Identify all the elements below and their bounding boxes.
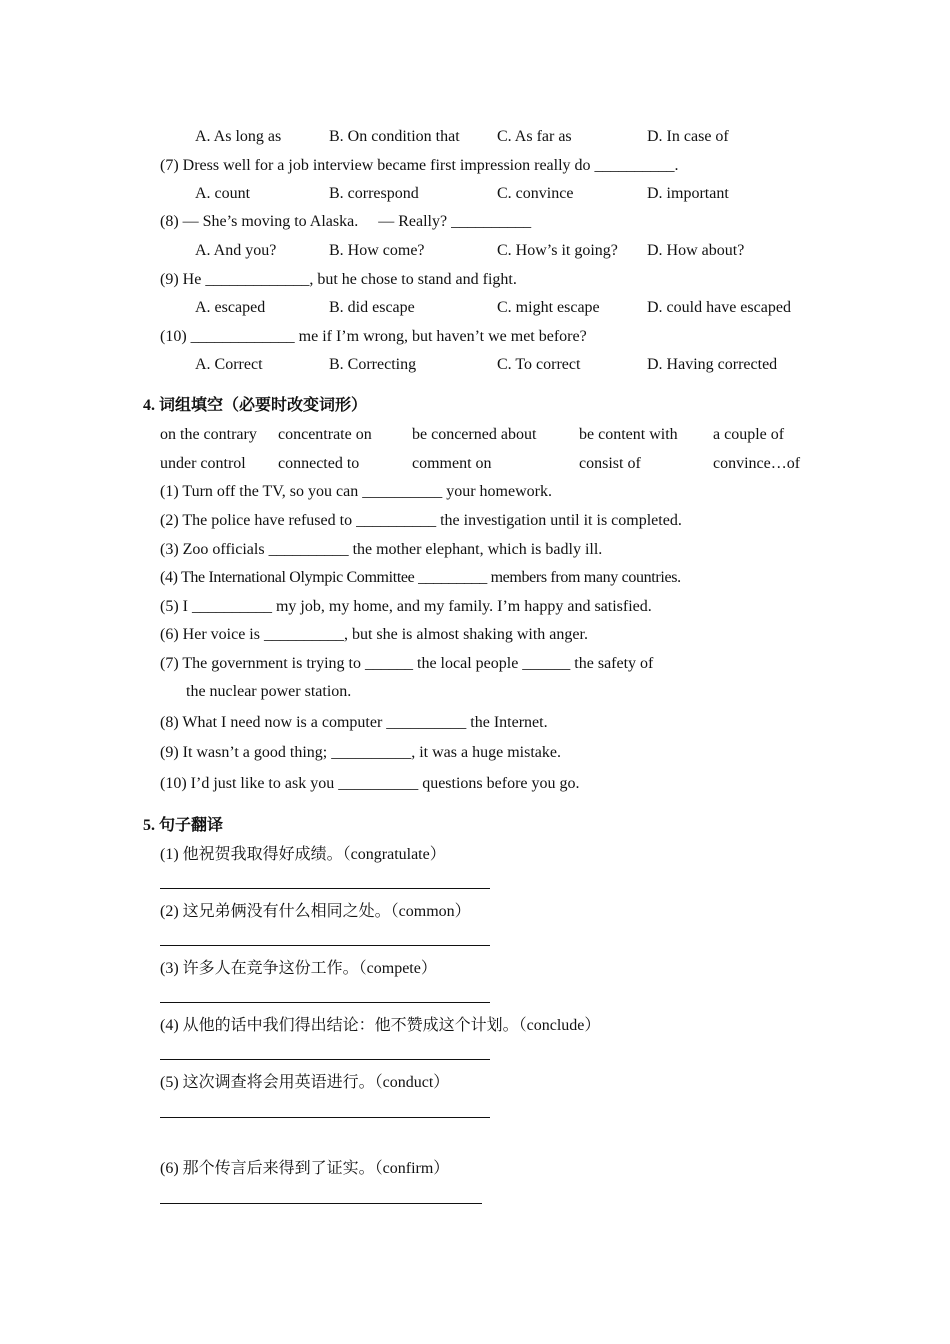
q7-option-d: D. important	[647, 185, 729, 202]
s4-item-6: (6) Her voice is __________, but she is almost shaking with anger.	[160, 626, 588, 643]
q6-option-a: A. As long as	[195, 128, 282, 145]
q10-option-a: A. Correct	[195, 356, 263, 373]
s5-item-1: (1) 他祝贺我取得好成绩。（congratulate）	[160, 846, 446, 863]
answer-line[interactable]	[160, 1203, 482, 1204]
s4-item-5: (5) I __________ my job, my home, and my family. I’m happy and satisfied.	[160, 598, 652, 615]
phrase-bank-item: a couple of	[713, 426, 785, 443]
phrase-bank-item: consist of	[579, 455, 641, 472]
q10-option-d: D. Having corrected	[647, 356, 778, 373]
q10-option-c: C. To correct	[497, 356, 581, 373]
s4-item-3: (3) Zoo officials __________ the mother elephant, which is badly ill.	[160, 541, 603, 558]
q8-option-a: A. And you?	[195, 242, 277, 259]
phrase-bank-item: be concerned about	[412, 426, 537, 443]
q6-option-d: D. In case of	[647, 128, 729, 145]
phrase-bank-item: comment on	[412, 455, 492, 472]
phrase-bank-item: concentrate on	[278, 426, 372, 443]
s5-item-3: (3) 许多人在竞争这份工作。（compete）	[160, 960, 437, 977]
s4-item-10: (10) I’d just like to ask you __________ questions before you go.	[160, 775, 580, 792]
q9-stem: (9) He _____________, but he chose to stand and fight.	[160, 271, 517, 288]
s5-item-5: (5) 这次调查将会用英语进行。（conduct）	[160, 1074, 450, 1091]
q6-option-c: C. As far as	[497, 128, 572, 145]
answer-line[interactable]	[160, 1117, 490, 1118]
s4-item-1: (1) Turn off the TV, so you can __________ your homework.	[160, 483, 552, 500]
phrase-bank-item: connected to	[278, 455, 360, 472]
s4-item-2: (2) The police have refused to __________ the investigation until it is completed.	[160, 512, 682, 529]
q8-option-b: B. How come?	[329, 242, 425, 259]
q9-option-b: B. did escape	[329, 299, 415, 316]
q7-stem: (7) Dress well for a job interview became first impression really do __________.	[160, 157, 679, 174]
answer-line[interactable]	[160, 888, 490, 889]
q9-option-a: A. escaped	[195, 299, 266, 316]
phrase-bank-item: be content with	[579, 426, 678, 443]
q10-stem: (10) _____________ me if I’m wrong, but haven’t we met before?	[160, 328, 587, 345]
q7-option-b: B. correspond	[329, 185, 419, 202]
answer-line[interactable]	[160, 945, 490, 946]
s4-item-7: (7) The government is trying to ______ the local people ______ the safety of	[160, 655, 654, 672]
q9-option-d: D. could have escaped	[647, 299, 791, 316]
phrase-bank-item: under control	[160, 455, 246, 472]
q7-option-a: A. count	[195, 185, 251, 202]
answer-line[interactable]	[160, 1002, 490, 1003]
q9-option-c: C. might escape	[497, 299, 600, 316]
section4-title: 4. 词组填空（必要时改变词形）	[143, 397, 368, 414]
q8-option-c: C. How’s it going?	[497, 242, 618, 259]
s4-item-8: (8) What I need now is a computer __________ the Internet.	[160, 714, 548, 731]
q8-option-d: D. How about?	[647, 242, 745, 259]
answer-line[interactable]	[160, 1059, 490, 1060]
phrase-bank-item: on the contrary	[160, 426, 257, 443]
s5-item-4: (4) 从他的话中我们得出结论：他不赞成这个计划。（conclude）	[160, 1017, 601, 1034]
s4-item-4: (4) The International Olympic Committee _________ members from many countries.	[160, 569, 681, 586]
section5-title: 5. 句子翻译	[143, 817, 224, 834]
q10-option-b: B. Correcting	[329, 356, 417, 373]
s4-item-7-continued: the nuclear power station.	[186, 683, 352, 700]
s4-item-9: (9) It wasn’t a good thing; __________, it was a huge mistake.	[160, 744, 561, 761]
s5-item-6: (6) 那个传言后来得到了证实。（confirm）	[160, 1160, 450, 1177]
s5-item-2: (2) 这兄弟俩没有什么相同之处。（common）	[160, 903, 471, 920]
q8-stem: (8) — She’s moving to Alaska. — Really? __________	[160, 213, 532, 230]
q6-option-b: B. On condition that	[329, 128, 460, 145]
q7-option-c: C. convince	[497, 185, 574, 202]
phrase-bank-item: convince…of	[713, 455, 801, 472]
